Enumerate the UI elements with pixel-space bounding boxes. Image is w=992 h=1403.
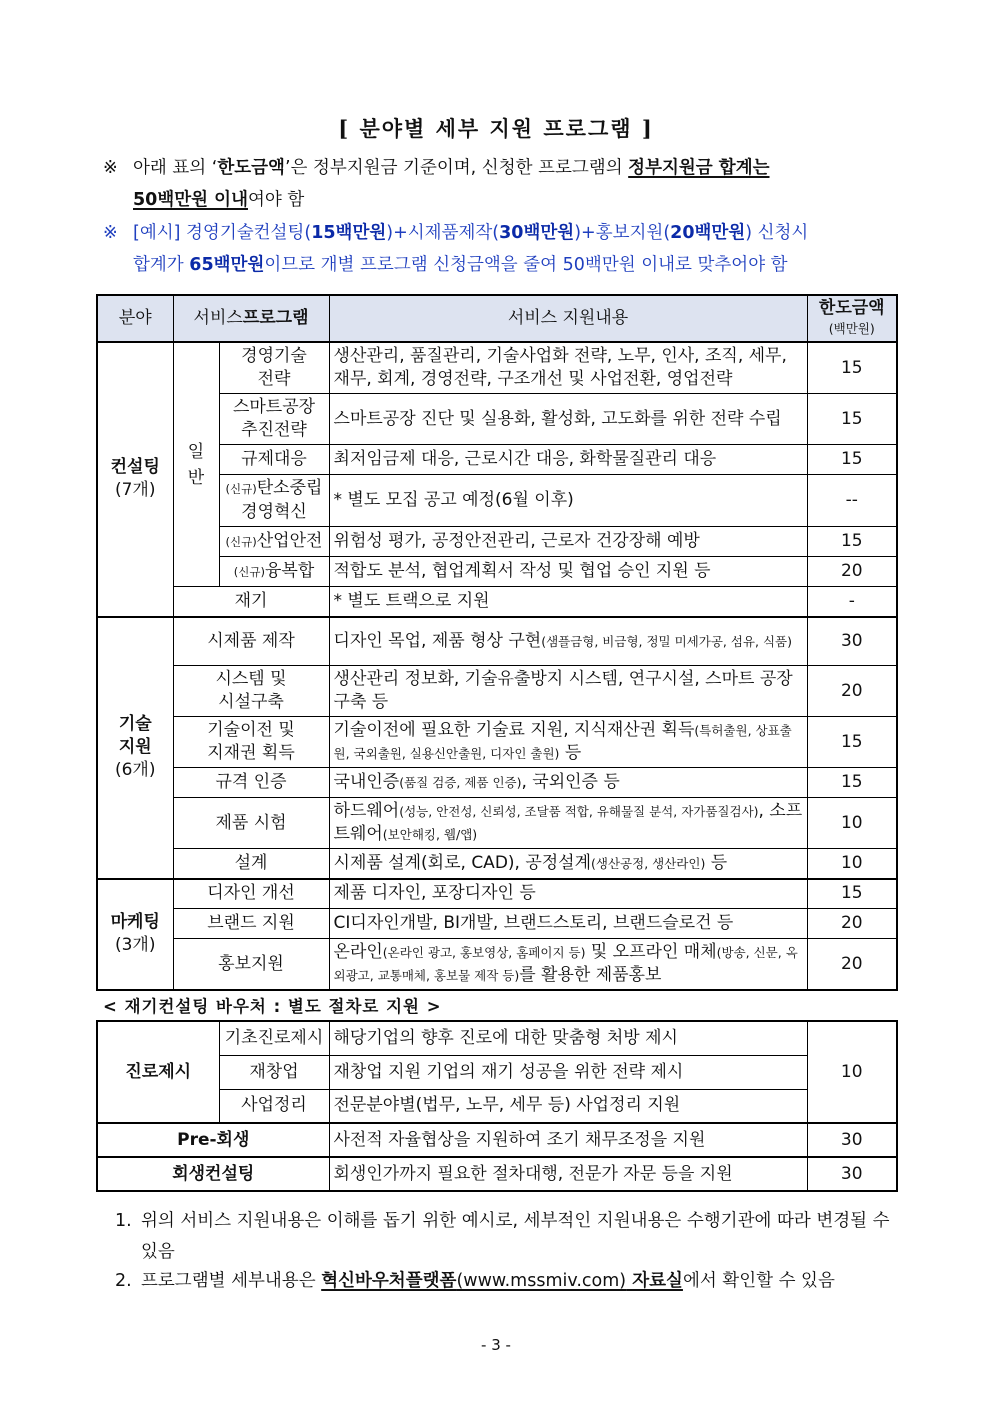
general-label: 일 반 bbox=[173, 342, 219, 587]
program-content: 제품 디자인, 포장디자인 등 bbox=[329, 879, 807, 909]
program-name: 시스템 및 시설구축 bbox=[173, 666, 329, 717]
program-content: * 별도 트랙으로 지원 bbox=[329, 587, 807, 617]
program-content: 해당기업의 향후 진로에 대한 맞춤형 처방 제시 bbox=[329, 1021, 807, 1055]
field-consulting: 컨설팅 (7개) bbox=[97, 342, 173, 617]
program-limit: 20 bbox=[807, 557, 897, 587]
program-name: 사업정리 bbox=[219, 1089, 329, 1123]
program-name: 규격 인증 bbox=[173, 768, 329, 798]
program-name: (신규)융복합 bbox=[219, 557, 329, 587]
program-name: 경영기술 전략 bbox=[219, 342, 329, 394]
note-text: ’은 정부지원금 기준이며, 신청한 프로그램의 bbox=[284, 158, 629, 178]
program-limit: 20 bbox=[807, 939, 897, 991]
field-tech: 기술 지원 (6개) bbox=[97, 617, 173, 879]
platform-name: 혁신바우처플랫폼 bbox=[321, 1271, 457, 1291]
footnote-1 bbox=[115, 1206, 900, 1268]
program-name: 기술이전 및 지재권 획득 bbox=[173, 717, 329, 768]
new-tag: (신규) bbox=[225, 534, 257, 549]
program-name: 재기 bbox=[173, 587, 329, 617]
program-name: (신규)산업안전 bbox=[219, 527, 329, 557]
program-limit: 30 bbox=[807, 1123, 897, 1157]
note-text: )+홍보지원( bbox=[574, 223, 671, 243]
program-limit: 15 bbox=[807, 768, 897, 798]
program-limit: 30 bbox=[807, 1157, 897, 1191]
program-limit: 15 bbox=[807, 717, 897, 768]
voucher-heading: < 재기컨설팅 바우처 : 별도 절차로 지원 > bbox=[103, 997, 442, 1016]
new-tag: (신규) bbox=[233, 564, 265, 579]
program-limit: 10 bbox=[807, 1021, 897, 1123]
program-content: 기술이전에 필요한 기술료 지원, 지식재산권 획득(특허출원, 상표출원, 국외출원, 실용신안출원, 디자인 출원) 등 bbox=[329, 717, 807, 768]
program-content: 회생인가까지 필요한 절차대행, 전문가 자문 등을 지원 bbox=[329, 1157, 807, 1191]
field-career: 진로제시 bbox=[97, 1021, 219, 1123]
program-name: 브랜드 지원 bbox=[173, 909, 329, 939]
header-limit: 한도금액 (백만원) bbox=[807, 295, 897, 342]
note-limit bbox=[103, 152, 903, 216]
new-tag: (신규) bbox=[225, 482, 257, 496]
program-content: 온라인(온라인 광고, 홍보영상, 홈페이지 등) 및 오프라인 매체(방송, 신문, 옥외광고, 교통매체, 홍보물 제작 등)를 활용한 제품홍보 bbox=[329, 939, 807, 991]
footnote-text: 에서 확인할 수 있음 bbox=[682, 1271, 835, 1291]
note-bold: 30백만원 bbox=[499, 223, 575, 243]
program-table bbox=[96, 294, 898, 991]
field-pre-rehab: Pre-회생 bbox=[97, 1123, 329, 1157]
program-content: 적합도 분석, 협업계획서 작성 및 협업 승인 지원 등 bbox=[329, 557, 807, 587]
note-text: 합계가 bbox=[133, 255, 190, 275]
program-name: (신규)탄소중립 경영혁신 bbox=[219, 475, 329, 527]
header-field: 분야 bbox=[97, 295, 173, 342]
program-content: 스마트공장 진단 및 실용화, 활성화, 고도화를 위한 전략 수립 bbox=[329, 394, 807, 445]
footnote-text: 프로그램별 세부내용은 bbox=[141, 1271, 322, 1291]
program-limit: 20 bbox=[807, 666, 897, 717]
program-limit: 10 bbox=[807, 798, 897, 849]
header-content: 서비스 지원내용 bbox=[329, 295, 807, 342]
program-name: 설계 bbox=[173, 849, 329, 879]
page-title: [ 분야별 세부 지원 프로그램 ] bbox=[338, 116, 654, 141]
note-text: [예시] 경영기술컨설팅( bbox=[133, 223, 312, 243]
program-content: 시제품 설계(회로, CAD), 공정설계(생산공정, 생산라인) 등 bbox=[329, 849, 807, 879]
note-text: )+시제품제작( bbox=[386, 223, 500, 243]
note-text: 여야 함 bbox=[247, 190, 305, 210]
header-program: 서비스프로그램 bbox=[173, 295, 329, 342]
program-content: CI디자인개발, BI개발, 브랜드스토리, 브랜드슬로건 등 bbox=[329, 909, 807, 939]
note-bold: 한도금액 bbox=[217, 158, 285, 178]
program-content: * 별도 모집 공고 예정(6월 이후) bbox=[329, 475, 807, 527]
program-content: 최저임금제 대응, 근로시간 대응, 화학물질관리 대응 bbox=[329, 445, 807, 475]
footnote-text: 위의 서비스 지원내용은 이해를 돕기 위한 예시로, 세부적인 지원내용은 수행기관에 따라 변경될 수 있음 bbox=[141, 1211, 890, 1262]
program-limit: 15 bbox=[807, 342, 897, 394]
program-content: 국내인증(품질 검증, 제품 인증), 국외인증 등 bbox=[329, 768, 807, 798]
program-name: 시제품 제작 bbox=[173, 617, 329, 666]
note-bold: 65백만원 bbox=[189, 255, 265, 275]
note-underline: 정부지원금 합계는 bbox=[628, 158, 770, 178]
program-limit: 20 bbox=[807, 909, 897, 939]
program-limit: -- bbox=[807, 475, 897, 527]
program-limit: 15 bbox=[807, 394, 897, 445]
program-name: 디자인 개선 bbox=[173, 879, 329, 909]
field-marketing: 마케팅 (3개) bbox=[97, 879, 173, 991]
program-content: 재창업 지원 기업의 재기 성공을 위한 전략 제시 bbox=[329, 1055, 807, 1089]
note-bold: 15백만원 bbox=[311, 223, 387, 243]
program-limit: 15 bbox=[807, 879, 897, 909]
program-limit: 15 bbox=[807, 445, 897, 475]
program-name: 스마트공장 추진전략 bbox=[219, 394, 329, 445]
program-content: 하드웨어(성능, 안전성, 신뢰성, 조달품 적합, 유해물질 분석, 자가품질검사), 소프트웨어(보안해킹, 웹/앱) bbox=[329, 798, 807, 849]
program-limit: 30 bbox=[807, 617, 897, 666]
program-content: 전문분야별(법무, 노무, 세무 등) 사업정리 지원 bbox=[329, 1089, 807, 1123]
program-content: 디자인 목업, 제품 형상 구현(샘플금형, 비금형, 정밀 미세가공, 섬유, 식품) bbox=[329, 617, 807, 666]
program-name: 기초진로제시 bbox=[219, 1021, 329, 1055]
note-text: ) 신청시 bbox=[745, 223, 809, 243]
field-rehab-consulting: 회생컨설팅 bbox=[97, 1157, 329, 1191]
platform-url[interactable]: (www.mssmiv.com) bbox=[456, 1271, 627, 1291]
footnote-number: 1. bbox=[115, 1211, 132, 1231]
program-limit: 10 bbox=[807, 849, 897, 879]
page-number: - 3 - bbox=[481, 1336, 511, 1354]
program-name: 홍보지원 bbox=[173, 939, 329, 991]
program-limit: - bbox=[807, 587, 897, 617]
note-example bbox=[103, 217, 903, 281]
program-name: 재창업 bbox=[219, 1055, 329, 1089]
note-bold: 20백만원 bbox=[670, 223, 746, 243]
note-mark: ※ bbox=[103, 158, 118, 178]
footnote-number: 2. bbox=[115, 1271, 132, 1291]
note-underline: 50백만원 이내 bbox=[133, 190, 248, 210]
program-name: 제품 시험 bbox=[173, 798, 329, 849]
program-content: 사전적 자율협상을 지원하여 조기 채무조정을 지원 bbox=[329, 1123, 807, 1157]
program-content: 생산관리 정보화, 기술유출방지 시스템, 연구시설, 스마트 공장 구축 등 bbox=[329, 666, 807, 717]
footnote-2 bbox=[115, 1266, 900, 1297]
voucher-table bbox=[96, 1020, 898, 1192]
note-text: 아래 표의 ‘ bbox=[133, 158, 218, 178]
program-limit: 15 bbox=[807, 527, 897, 557]
note-text: 이므로 개별 프로그램 신청금액을 줄여 50백만원 이내로 맞추어야 함 bbox=[264, 255, 788, 275]
program-name: 규제대응 bbox=[219, 445, 329, 475]
program-content: 생산관리, 품질관리, 기술사업화 전략, 노무, 인사, 조직, 세무, 재무, 회계, 경영전략, 구조개선 및 사업전환, 영업전략 bbox=[329, 342, 807, 394]
program-content: 위험성 평가, 공정안전관리, 근로자 건강장해 예방 bbox=[329, 527, 807, 557]
archive-name: 자료실 bbox=[626, 1271, 683, 1291]
note-mark: ※ bbox=[103, 223, 118, 243]
